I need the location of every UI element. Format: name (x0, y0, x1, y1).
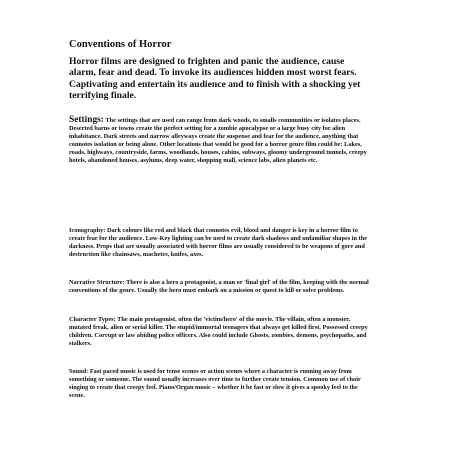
character-types-section: Character Types: The main protagonist, often the 'victim/hero' of the movie. The villain, often a monster, mutated freak, alien or serial killer. The stupid/immortal teenagers that always get killed first. Possessed creepy children. Corrupt or law abiding police officers. Also could include Ghosts, zombies, demons, psychopaths, and stalkers. (69, 316, 368, 347)
document-title: Conventions of Horror (69, 39, 172, 50)
settings-heading: Settings: (69, 115, 104, 125)
settings-section (69, 117, 369, 164)
iconography-section: Iconography: Dark colours like red and black that connotes evil, blood and danger is key in a horror film to create fear for the audience. Low-Key lighting can be used to create dark shadows and unfamiliar shapes in the darkness. Props that are usually associated with horror films are usually considered to be weapons of gore and destruction like chainsaws, machetes, knifes, axes. (69, 227, 367, 258)
narrative-structure-section: Narrative Structure: There is also a hero a protagonist, a man or 'final girl' of the film, keeping with the normal conventions of the genre. Usually the hero must embark on a mission or quest to kill or solve problems. (69, 279, 369, 294)
sound-section: Sound: Fast paced music is used for tense scenes or action scenes where a character is running away from something or someone. The sound usually increases over time to further create tension. Common use of choir singing to create that creepy feel. Piano/Organ music – whether it be fast or slow it gives a spooky feel to the scene. (69, 368, 361, 399)
settings-body: The settings that are used can range from dark woods, to smalls communities or isolates places. Deserted barns or towns create the perfect setting for a zombie apocalypse or a large busy city for alien inhabitance. Dark streets and narrow alleyways create the suspense and fear for the audience, anything that connotes isolation or being alone. Other locations that would be good for a horror genre film could be: Lakes, roads, highways, countryside, farms, woodlands, houses, cabins, subways, gloomy underground tunnels, creepy hotels, abandoned houses, asylums, deep water, shopping mall, science labs, alien planets etc. (69, 117, 367, 164)
intro-paragraph: Horror films are designed to frighten and panic the audience, cause alarm, fear and dead. To invoke its audiences hidden most worst fears. Captivating and entertain its audience and to finish with a shocking yet terrifying finale. (69, 56, 361, 102)
